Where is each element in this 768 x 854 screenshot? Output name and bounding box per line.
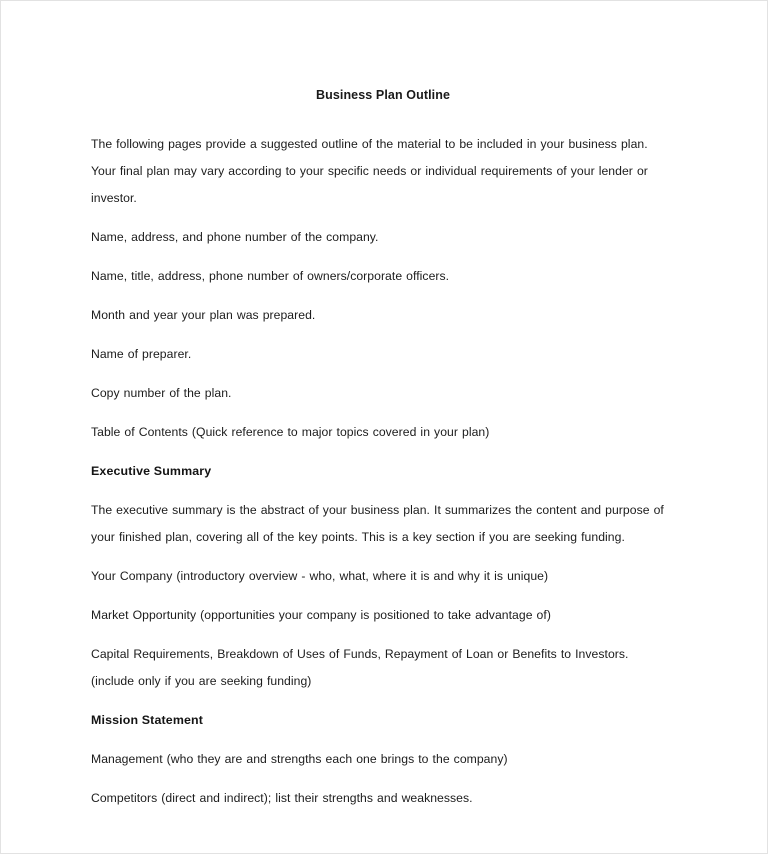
- market-opportunity-line: Market Opportunity (opportunities your company is positioned to take advantage of): [91, 608, 551, 622]
- executive-summary-paragraph: The executive summary is the abstract of your business plan. It summarizes the content and purpose of your finished plan, covering all of the key points. This is a key section if you are seeking funding.: [91, 503, 664, 544]
- copy-number-line: Copy number of the plan.: [91, 386, 232, 400]
- capital-requirements-paragraph: Capital Requirements, Breakdown of Uses of Funds, Repayment of Loan or Benefits to Investors. (include only if you are seeking funding): [91, 647, 629, 688]
- executive-summary-heading: Executive Summary: [91, 464, 212, 478]
- management-line: Management (who they are and strengths each one brings to the company): [91, 752, 508, 766]
- mission-statement-heading: Mission Statement: [91, 713, 204, 727]
- page-title: Business Plan Outline: [315, 88, 451, 102]
- plan-date-line: Month and year your plan was prepared.: [91, 308, 316, 322]
- intro-paragraph: The following pages provide a suggested outline of the material to be included in your business plan. Your final plan may vary according to your specific needs or individual requirements of your lender or investor.: [91, 137, 648, 205]
- company-contact-line: Name, address, and phone number of the company.: [91, 230, 379, 244]
- preparer-name-line: Name of preparer.: [91, 347, 192, 361]
- your-company-line: Your Company (introductory overview - who, what, where it is and why it is unique): [91, 569, 549, 583]
- owners-contact-line: Name, title, address, phone number of owners/corporate officers.: [91, 269, 450, 283]
- table-of-contents-line: Table of Contents (Quick reference to major topics covered in your plan): [91, 425, 490, 439]
- competitors-line: Competitors (direct and indirect); list their strengths and weaknesses.: [91, 791, 473, 805]
- document-body: [91, 85, 675, 824]
- document-blocks: [91, 131, 675, 812]
